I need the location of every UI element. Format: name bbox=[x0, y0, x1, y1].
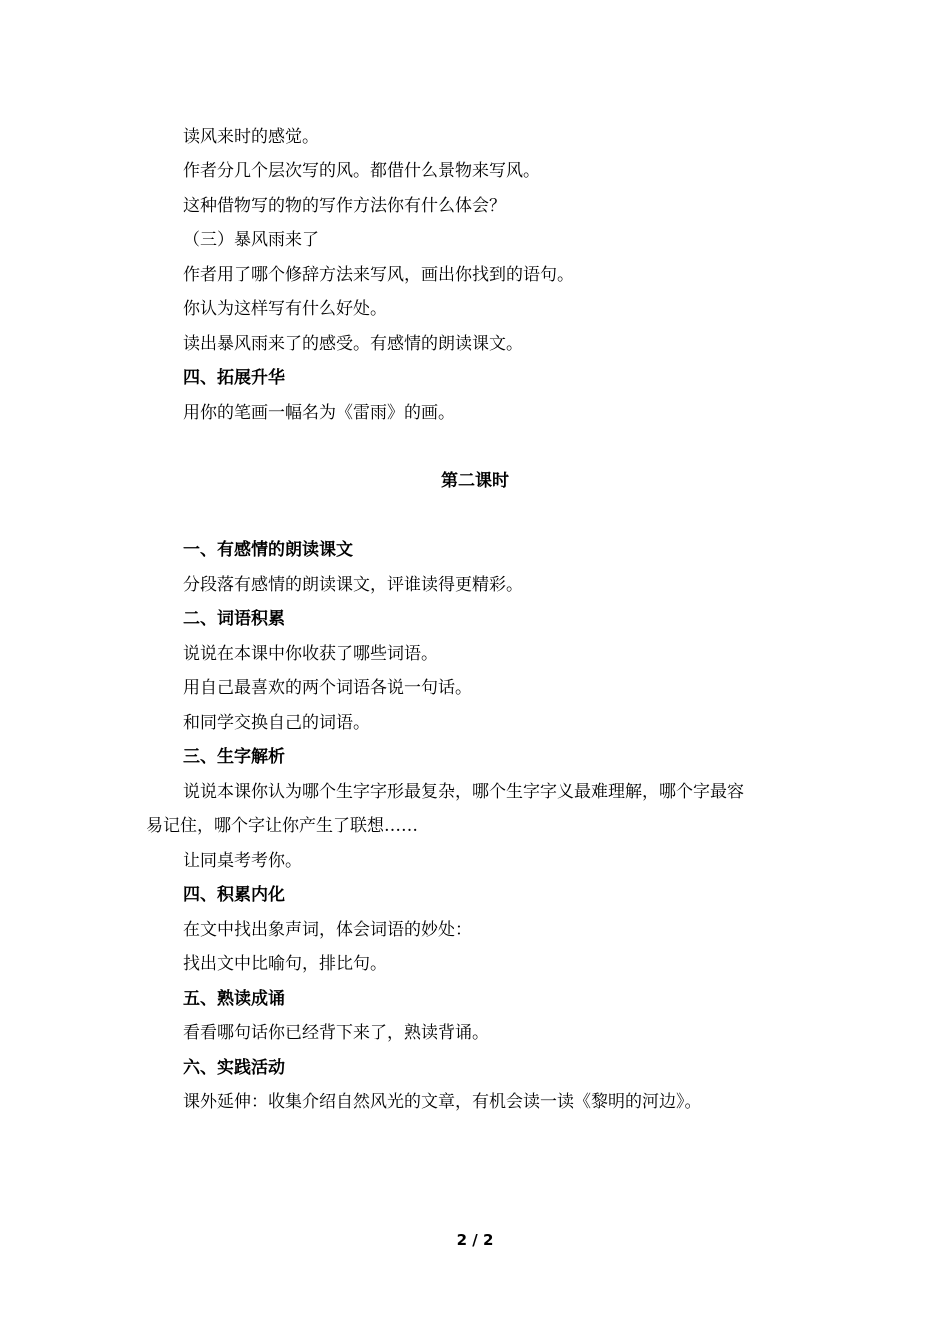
body-text-line: 作者分几个层次写的风。都借什么景物来写风。 bbox=[183, 161, 540, 181]
body-text-line: 用你的笔画一幅名为《雷雨》的画。 bbox=[183, 403, 455, 423]
body-text-line: 分段落有感情的朗读课文，评谁读得更精彩。 bbox=[183, 575, 523, 595]
section-heading: 二、词语积累 bbox=[183, 609, 285, 629]
body-text-line: 和同学交换自己的词语。 bbox=[183, 713, 370, 733]
section-heading: 四、拓展升华 bbox=[183, 368, 285, 388]
section-heading: 四、积累内化 bbox=[183, 885, 285, 905]
body-text-line: 你认为这样写有什么好处。 bbox=[183, 299, 387, 319]
body-text-line: 在文中找出象声词，体会词语的妙处： bbox=[183, 920, 472, 940]
paragraph-line: 说说本课你认为哪个生字字形最复杂，哪个生字字义最难理解，哪个字最容 bbox=[183, 782, 744, 802]
body-text-line: 用自己最喜欢的两个词语各说一句话。 bbox=[183, 678, 472, 698]
body-text-line: 说说在本课中你收获了哪些词语。 bbox=[183, 644, 438, 664]
body-text-line: 让同桌考考你。 bbox=[183, 851, 302, 871]
section-heading: 一、有感情的朗读课文 bbox=[183, 540, 353, 560]
body-text-line: 读出暴风雨来了的感受。有感情的朗读课文。 bbox=[183, 334, 523, 354]
body-text-line: 作者用了哪个修辞方法来写风，画出你找到的语句。 bbox=[183, 265, 574, 285]
sub-heading: （三）暴风雨来了 bbox=[183, 230, 319, 250]
body-text-line: 看看哪句话你已经背下来了，熟读背诵。 bbox=[183, 1023, 489, 1043]
section-heading: 六、实践活动 bbox=[183, 1058, 285, 1078]
section-heading: 五、熟读成诵 bbox=[183, 989, 285, 1009]
page-number: 2 / 2 bbox=[456, 1231, 494, 1249]
section-heading: 三、生字解析 bbox=[183, 747, 285, 767]
body-text-line: 找出文中比喻句，排比句。 bbox=[183, 954, 387, 974]
lesson-title: 第二课时 bbox=[441, 471, 509, 491]
body-text-line: 读风来时的感觉。 bbox=[183, 127, 319, 147]
body-text-line: 课外延伸：收集介绍自然风光的文章，有机会读一读《黎明的河边》。 bbox=[183, 1092, 702, 1112]
body-text-line: 这种借物写的物的写作方法你有什么体会？ bbox=[183, 196, 506, 216]
paragraph-line: 易记住，哪个字让你产生了联想…… bbox=[146, 816, 418, 836]
